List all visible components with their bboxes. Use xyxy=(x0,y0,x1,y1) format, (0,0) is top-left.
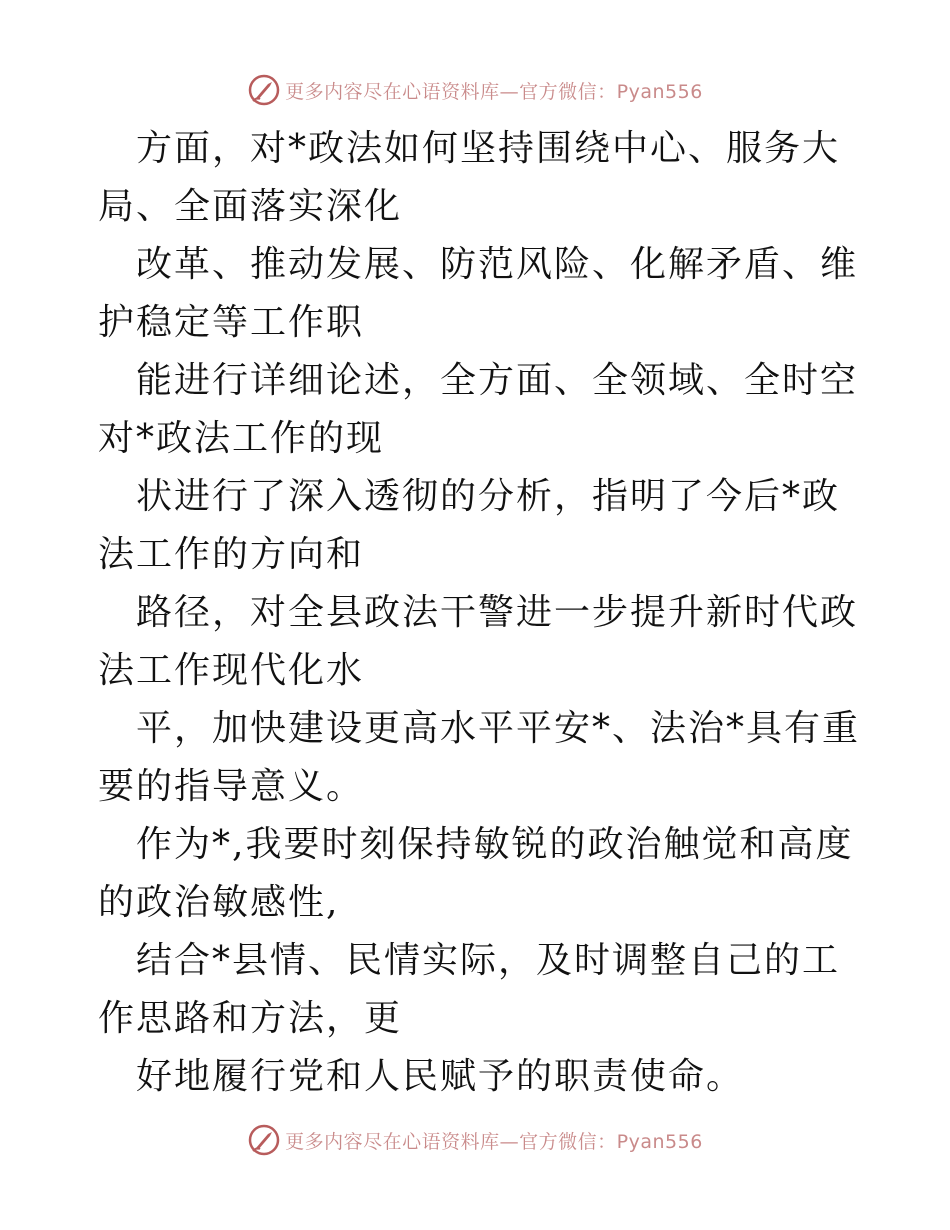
watermark-id: Pyan556 xyxy=(616,80,703,103)
paragraph: 方面，对*政法如何坚持围绕中心、服务大局、全面落实深化 xyxy=(98,128,841,227)
fountain-pen-logo-icon xyxy=(247,73,281,107)
footer-watermark xyxy=(0,1120,950,1160)
paragraph: 好地履行党和人民赋予的职责使命。 xyxy=(136,1056,745,1097)
header-watermark xyxy=(0,70,950,110)
document-body xyxy=(98,120,868,1106)
watermark-text: 更多内容尽在心语资料库—官方微信：Pyan556 xyxy=(285,80,703,103)
paragraph: 作为*,我要时刻保持敏锐的政治触觉和高度的政治敏感性, xyxy=(98,824,854,923)
paragraph: 状进行了深入透彻的分析，指明了今后*政法工作的方向和 xyxy=(98,476,841,575)
paragraph: 路径，对全县政法干警进一步提升新时代政法工作现代化水 xyxy=(98,592,859,691)
paragraph: 结合*县情、民情实际，及时调整自己的工作思路和方法，更 xyxy=(98,940,841,1039)
paragraph: 平，加快建设更高水平平安*、法治*具有重要的指导意义。 xyxy=(98,708,861,807)
fountain-pen-logo-icon xyxy=(247,1123,281,1157)
paragraph: 能进行详细论述，全方面、全领域、全时空对*政法工作的现 xyxy=(98,360,859,459)
watermark-text: 更多内容尽在心语资料库—官方微信：Pyan556 xyxy=(285,1130,703,1153)
paragraph: 改革、推动发展、防范风险、化解矛盾、维护稳定等工作职 xyxy=(98,244,859,343)
watermark-id: Pyan556 xyxy=(616,1130,703,1153)
